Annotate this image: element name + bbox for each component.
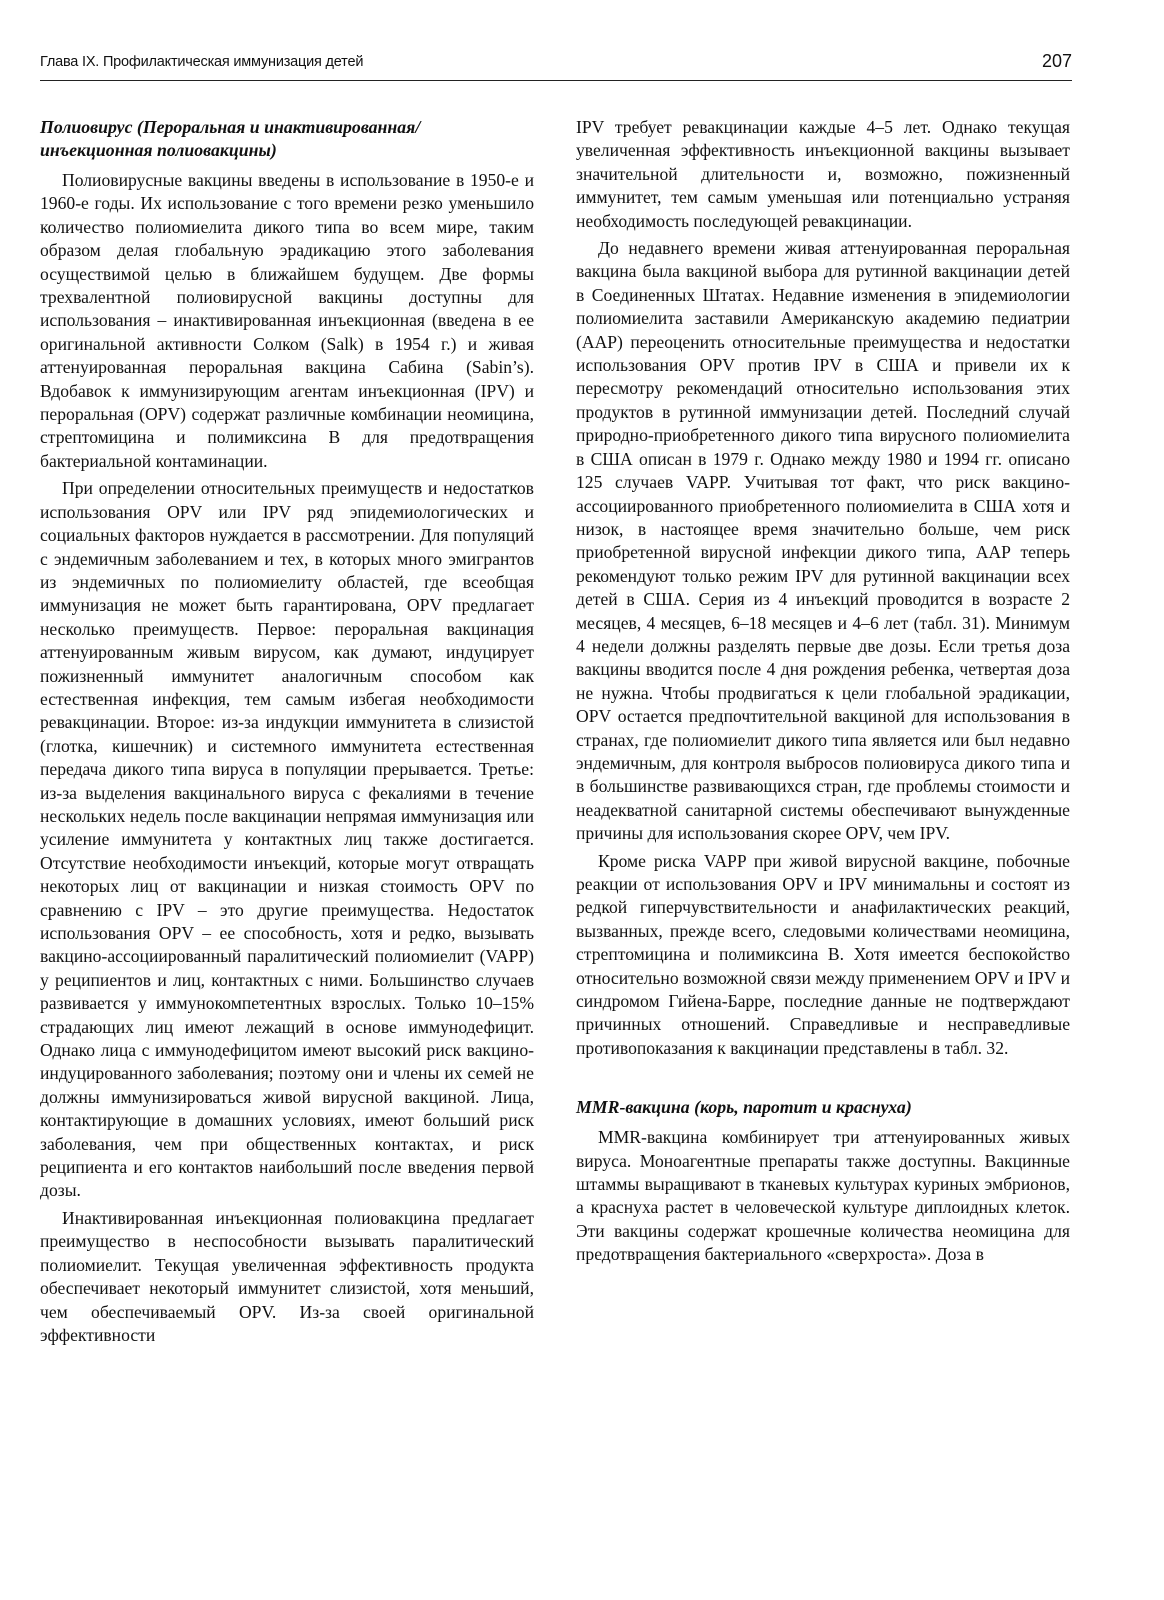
- page-number: 207: [1041, 51, 1072, 71]
- paragraph: Кроме риска VAPP при живой вирусной вакцине, побочные реакции от использования OPV и IPV минимальны и состоят из редкой гиперчувствительности и анафилактических реакций, вызванных, прежде всего, следовыми количествами неомицина, стрептомицина и полимиксина В. Хотя имеется беспокойство относительно возможной связи между применением OPV и IPV и синдромом Гийена-Барре, последние данные не подтверждают причинных отношений. Справедливые и несправедливые противопоказания к вакцинации представлены в табл. 32.: [576, 850, 1070, 1058]
- left-column: [40, 116, 534, 1351]
- paragraph: При определении относительных преимуществ и недостатков использования OPV или IPV ряд эпидемиологических и социальных факторов нуждается в рассмотрении. Для популяций с эндемичным заболеванием и тех, в которых много эмигрантов из эндемичных по полиомиелиту областей, где всеобщая иммунизация не может быть гарантирована, OPV предлагает несколько преимуществ. Первое: пероральная вакцинация аттенуированным живым вирусом, как думают, индуцирует пожизненный иммунитет аналогичным способом как естественная инфекция, тем самым избегая необходимости ревакцинации. Второе: из-за индукции иммунитета в слизистой (глотка, кишечник) и системного иммунитета естественная передача дикого типа вируса в популяции прерывается. Третье: из-за выделения вакцинального вируса с фекалиями в течение нескольких недель после вакцинации непрямая иммунизация или усиление иммунитета у контактных лиц также достигается. Отсутствие необходимости инъекций, которые могут отвращать некоторых лиц от вакцинации и низкая стоимость OPV по сравнению с IPV – это другие преимущества. Недостаток использования OPV – ее способность, хотя и редко, вызывать вакцино-ассоциированный паралитический полиомиелит (VAPP) у реципиентов и лиц, контактных с ними. Большинство случаев развивается у иммунокомпетентных взрослых. Только 10–15% страдающих лиц имеют лежащий в основе иммунодефицит. Однако лица с иммунодефицитом имеют высокий риск вакцино-индуцированного заболевания; поэтому они и члены их семей не должны иммунизироваться живой вирусной вакциной. Лица, контактирующие в домашних условиях, имеют больший риск заболевания, чем при общественных контактах, и риск реципиента и его контактов наибольший после введения первой дозы.: [40, 478, 534, 1201]
- right-column: [576, 116, 1070, 1271]
- chapter-title: Глава IX. Профилактическая иммунизация детей: [40, 54, 364, 70]
- paragraph: До недавнего времени живая аттенуированная пероральная вакцина была вакциной выбора для рутинной вакцинации детей в Соединенных Штатах. Недавние изменения в эпидемиологии полиомиелита заставили Американскую академию педиатрии (AAP) переоценить относительные преимущества и недостатки использования OPV против IPV в США и привели их к пересмотру рекомендаций относительно использования этих продуктов в рутинной иммунизации детей. Последний случай природно-приобретенного дикого типа вирусного полиомиелита в США описан в 1979 г. Однако между 1980 и 1994 гг. описано 125 случаев VAPP. Учитывая тот факт, что риск вакцино-ассоциированного приобретенного полиомиелита в США хотя и низок, в настоящее время значительно больше, чем риск приобретенной вирусной инфекции дикого типа, AAP теперь рекомендуют только режим IPV для рутинной вакцинации всех детей в США. Серия из 4 инъекций проводится в возрасте 2 месяцев, 4 месяцев, 6–18 месяцев и 4–6 лет (табл. 31). Минимум 4 недели должны разделять первые две дозы. Если третья доза вакцины вводится после 4 дня рождения ребенка, четвертая доза не нужна. Чтобы продвигаться к цели глобальной эрадикации, OPV остается предпочтительной вакциной для использования в странах, где полиомиелит дикого типа является или был недавно эндемичным, для контроля выбросов полиовируса дикого типа и в большинстве развивающихся стран, где проблемы стоимости и неадекватной санитарной системы обеспечивают вынужденные причины для использования скорее OPV, чем IPV.: [576, 238, 1070, 844]
- section-heading-polio: Полиовирус (Пероральная и инактивированная/ инъекционная полиовакцины): [40, 117, 421, 160]
- paragraph: Полиовирусные вакцины введены в использование в 1950-е и 1960-е годы. Их использование с того времени резко уменьшило количество полиомиелита дикого типа во всем мире, таким образом делая глобальную эрадикацию этого заболевания осуществимой целью в ближайшем будущем. Две формы трехвалентной полиовирусной вакцины доступны для использования – инактивированная инъекционная (введена в ее оригинальной активности Солком (Salk) в 1954 г.) и живая аттенуированная пероральная вакцина Сабина (Sabin’s). Вдобавок к иммунизирующим агентам инъекционная (IPV) и пероральная (OPV) содержат различные комбинации неомицина, стрептомицина и полимиксина В для предотвращения бактериальной контаминации.: [40, 170, 534, 471]
- paragraph: Инактивированная инъекционная полиовакцина предлагает преимущество в неспособности вызывать паралитический полиомиелит. Текущая увеличенная эффективность продукта обеспечивает некоторый иммунитет слизистой, хотя меньший, чем обеспечиваемый OPV. Из-за своей оригинальной эффективности: [40, 1207, 534, 1345]
- paragraph-continued: IPV требует ревакцинации каждые 4–5 лет. Однако текущая увеличенная эффективность инъекционной вакцины вызывает значительной длительности и, возможно, пожизненный иммунитет, тем самым уменьшая или потенциально устраняя необходимость последующей ревакцинации.: [576, 117, 1070, 231]
- paragraph: MMR-вакцина комбинирует три аттенуированных живых вируса. Моноагентные препараты также доступны. Вакцинные штаммы выращивают в тканевых культурах куриных эмбрионов, а краснуха растет в человеческой культуре диплоидных клеток. Эти вакцины содержат крошечные количества неомицина для предотвращения бактериального «сверхроста». Доза в: [576, 1127, 1070, 1265]
- section-heading-mmr: MMR-вакцина (корь, паротит и краснуха): [576, 1097, 912, 1118]
- running-header: [40, 50, 1072, 81]
